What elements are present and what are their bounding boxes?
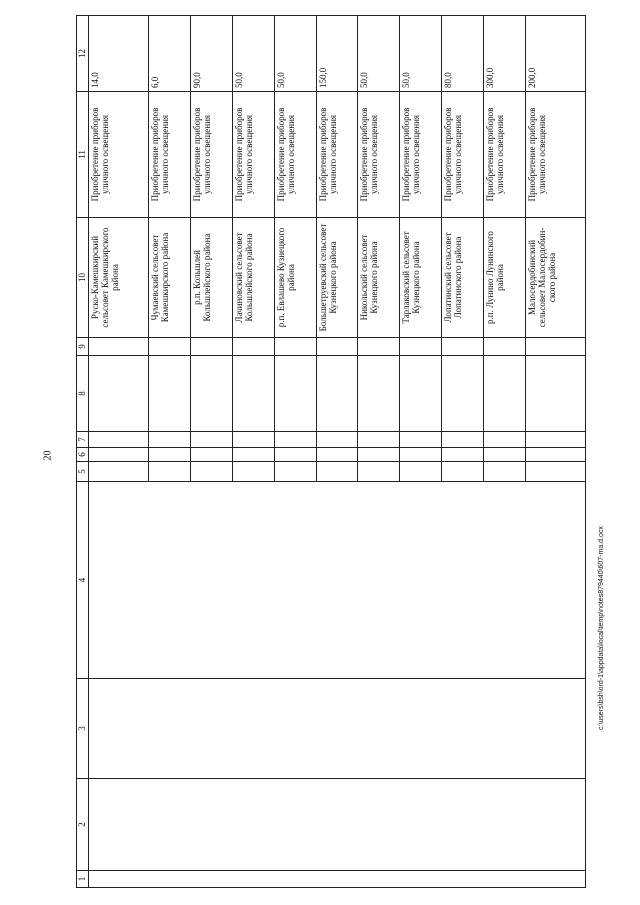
purpose-cell: Приобретение приборов уличного освещения xyxy=(358,92,400,218)
amount-cell: 300,0 xyxy=(483,16,525,92)
table-cell xyxy=(89,448,149,462)
table-cell xyxy=(483,462,525,482)
column-header: 2 xyxy=(77,779,89,871)
table-cell xyxy=(89,871,586,888)
table-cell xyxy=(358,338,400,356)
column-header: 11 xyxy=(77,92,89,218)
table-cell xyxy=(525,356,585,432)
table-cell xyxy=(442,432,484,448)
amount-cell: 6,0 xyxy=(149,16,191,92)
column-header: 3 xyxy=(77,679,89,779)
area-cell: р.п. Евлашево Кузнецкого района xyxy=(274,218,316,338)
table-cell xyxy=(190,356,232,432)
table-cell xyxy=(190,462,232,482)
column-header: 1 xyxy=(77,871,89,888)
table-cell xyxy=(149,338,191,356)
table-cell xyxy=(442,462,484,482)
table-cell xyxy=(232,338,274,356)
amount-cell: 80,0 xyxy=(442,16,484,92)
data-table xyxy=(76,15,586,888)
amount-cell: 200,0 xyxy=(525,16,585,92)
area-cell: Большетруевский сельсовет Кузнецкого района xyxy=(316,218,358,338)
table-cell xyxy=(316,356,358,432)
amount-cell: 50,0 xyxy=(400,16,442,92)
table-cell xyxy=(89,679,586,779)
table-cell xyxy=(483,432,525,448)
table-cell xyxy=(316,338,358,356)
purpose-cell: Приобретение приборов уличного освещения xyxy=(525,92,585,218)
area-cell: р.п. Кольшлей Кольшлейского района xyxy=(190,218,232,338)
table-cell xyxy=(232,462,274,482)
table-cell xyxy=(483,338,525,356)
footer-file-path: c:\users\bsh\ord-1\appdata\local\temp\notes879440\607-ma.d.ocx xyxy=(598,526,605,730)
table-cell xyxy=(400,338,442,356)
table-cell xyxy=(89,338,149,356)
table-cell xyxy=(358,356,400,432)
table-cell xyxy=(442,448,484,462)
amount-cell: 90,0 xyxy=(190,16,232,92)
table-cell xyxy=(190,448,232,462)
table-cell xyxy=(274,448,316,462)
column-header: 9 xyxy=(77,338,89,356)
table-cell xyxy=(274,338,316,356)
table-cell xyxy=(525,338,585,356)
purpose-cell: Приобретение приборов уличного освещения xyxy=(190,92,232,218)
amount-cell: 50,0 xyxy=(274,16,316,92)
table-cell xyxy=(232,448,274,462)
table-cell xyxy=(483,356,525,432)
table-cell xyxy=(149,432,191,448)
purpose-cell: Приобретение приборов уличного освещения xyxy=(316,92,358,218)
table-cell xyxy=(358,462,400,482)
table-cell xyxy=(89,356,149,432)
table-cell xyxy=(316,432,358,448)
table-cell xyxy=(525,462,585,482)
table-cell xyxy=(525,448,585,462)
table-cell xyxy=(89,482,586,679)
column-header: 7 xyxy=(77,432,89,448)
table-cell xyxy=(149,462,191,482)
table-cell xyxy=(358,448,400,462)
area-cell: Малосердобинский сельсовет Малосердобин-ского района xyxy=(525,218,585,338)
table-cell xyxy=(89,779,586,871)
table-cell xyxy=(89,432,149,448)
table-cell xyxy=(358,432,400,448)
table-cell xyxy=(274,356,316,432)
column-header: 5 xyxy=(77,462,89,482)
table-cell xyxy=(274,462,316,482)
column-header: 4 xyxy=(77,482,89,679)
table-cell xyxy=(442,338,484,356)
table-cell xyxy=(400,432,442,448)
area-cell: Лачиновский сельсовет Кольшлейского района xyxy=(232,218,274,338)
area-cell: р.п. Лунино Лунинского района xyxy=(483,218,525,338)
table-cell xyxy=(400,462,442,482)
table-cell xyxy=(89,462,149,482)
purpose-cell: Приобретение приборов уличного освещения xyxy=(400,92,442,218)
amount-cell: 50,0 xyxy=(358,16,400,92)
table-cell xyxy=(316,448,358,462)
purpose-cell: Приобретение приборов уличного освещения xyxy=(89,92,149,218)
area-cell: Никольский сельсовет Кузнецкого района xyxy=(358,218,400,338)
table-cell xyxy=(149,356,191,432)
column-header: 8 xyxy=(77,356,89,432)
amount-cell: 14,0 xyxy=(89,16,149,92)
table-cell xyxy=(483,448,525,462)
table-cell xyxy=(274,432,316,448)
purpose-cell: Приобретение приборов уличного освещения xyxy=(232,92,274,218)
table-cell xyxy=(232,356,274,432)
page-number: 20 xyxy=(42,450,54,461)
table-cell xyxy=(400,356,442,432)
area-cell: Чумаевский сельсовет Камешкирского района xyxy=(149,218,191,338)
column-header: 12 xyxy=(77,16,89,92)
amount-cell: 150,0 xyxy=(316,16,358,92)
table-cell xyxy=(149,448,191,462)
table-cell xyxy=(232,432,274,448)
header-row xyxy=(77,16,89,888)
column-header: 6 xyxy=(77,448,89,462)
table-cell xyxy=(316,462,358,482)
table-cell xyxy=(190,432,232,448)
area-cell: Тарлаковский сельсовет Кузнецкого района xyxy=(400,218,442,338)
table-cell xyxy=(190,338,232,356)
table-row xyxy=(89,16,149,888)
purpose-cell: Приобретение приборов уличного освещения xyxy=(483,92,525,218)
area-cell: Лопатинский сельсовет Лопатинского района xyxy=(442,218,484,338)
purpose-cell: Приобретение приборов уличного освещения xyxy=(274,92,316,218)
purpose-cell: Приобретение приборов уличного освещения xyxy=(442,92,484,218)
table-cell xyxy=(442,356,484,432)
table-cell xyxy=(400,448,442,462)
amount-cell: 50,0 xyxy=(232,16,274,92)
table-cell xyxy=(525,432,585,448)
purpose-cell: Приобретение приборов уличного освещения xyxy=(149,92,191,218)
area-cell: Руско-Камешкирский сельсовет Камешкирского района xyxy=(89,218,149,338)
column-header: 10 xyxy=(77,218,89,338)
rotated-table-container xyxy=(76,16,586,888)
